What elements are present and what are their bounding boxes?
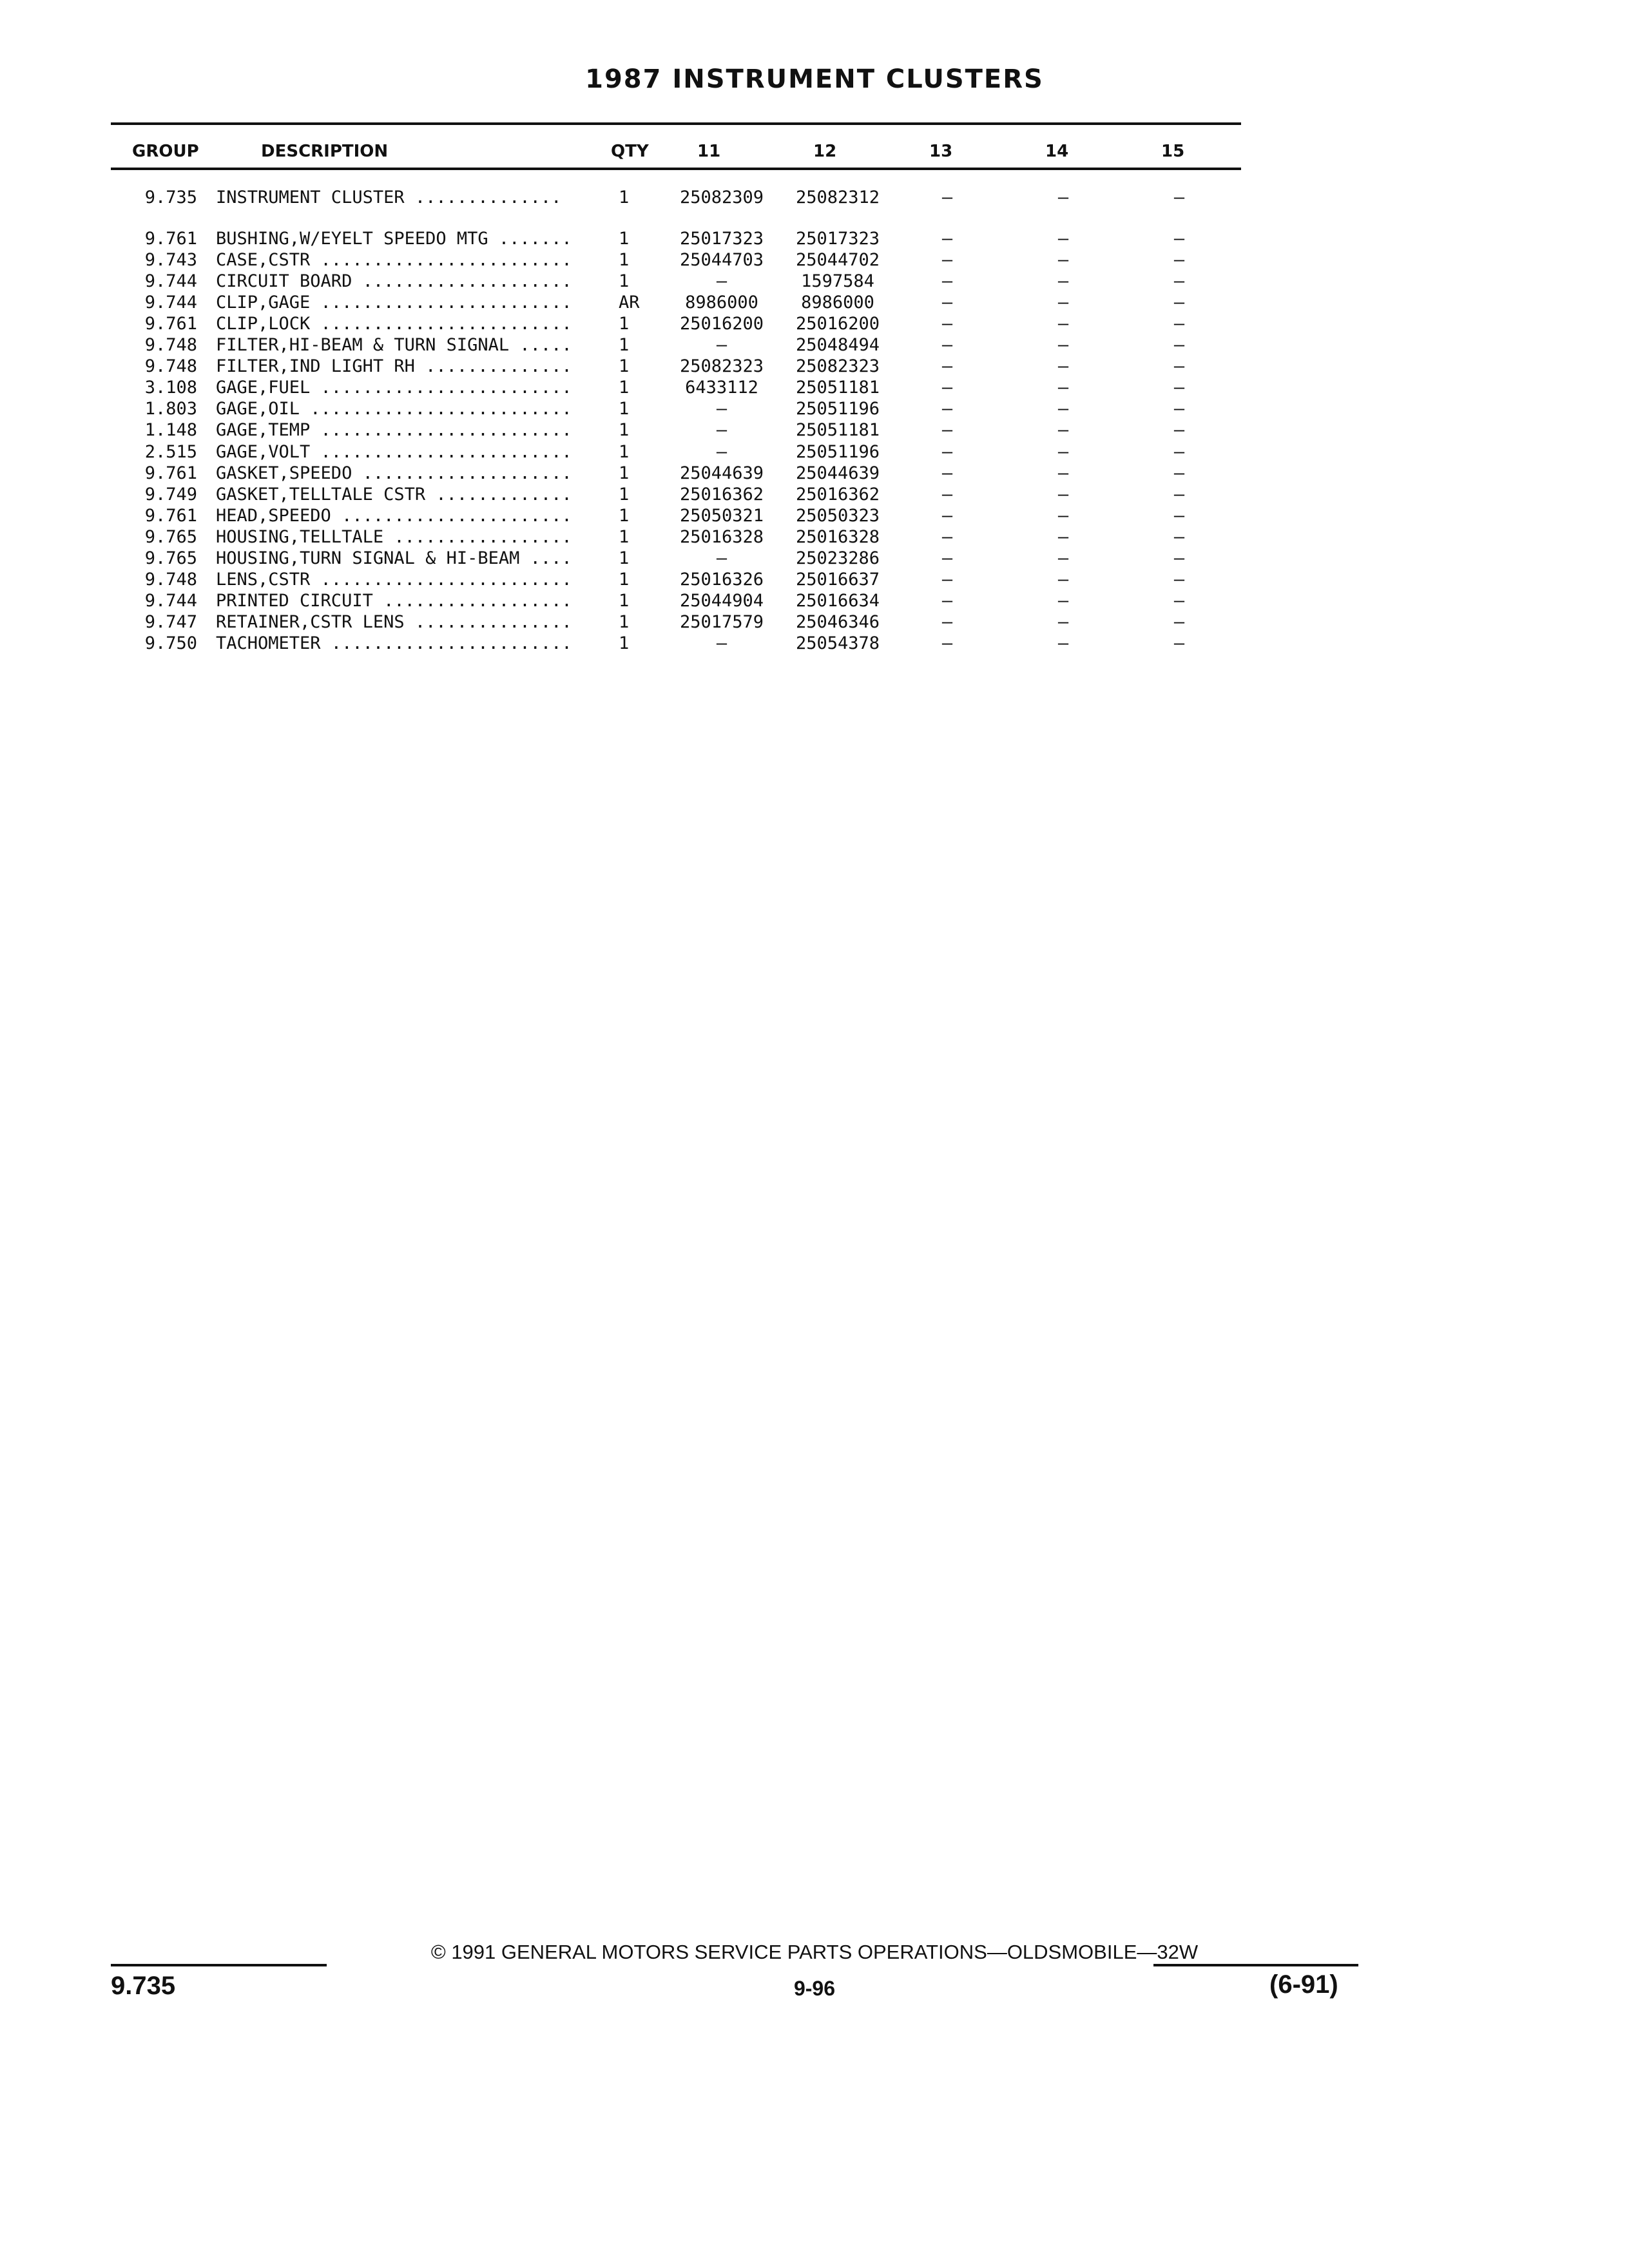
col-11-cell: 25082309	[679, 187, 764, 207]
table-row	[0, 292, 1629, 313]
table-row	[0, 271, 1629, 292]
col-14-cell: —	[1057, 314, 1069, 334]
col-13-cell: —	[941, 399, 953, 419]
description-cell: TACHOMETER .......................	[216, 633, 572, 653]
header-bottom-rule	[111, 168, 1241, 170]
col-13-cell: —	[941, 591, 953, 611]
col-12-cell: 25051181	[795, 420, 880, 440]
col-12-cell: 25082323	[795, 356, 880, 376]
col-13-cell: —	[941, 356, 953, 376]
col-15-cell: —	[1173, 612, 1185, 632]
col-11-cell: 6433112	[685, 378, 758, 398]
qty-cell: 1	[619, 442, 630, 462]
col-13-cell: —	[941, 548, 953, 568]
description-cell: CLIP,GAGE ........................	[216, 293, 572, 312]
col-13-cell: —	[941, 250, 953, 270]
table-row	[0, 228, 1629, 249]
qty-cell: 1	[619, 356, 630, 376]
group-cell: 9.747	[144, 612, 197, 632]
col-11-cell: —	[716, 271, 728, 291]
qty-cell: 1	[619, 335, 630, 355]
col-11-cell: 25044703	[679, 250, 764, 270]
col-12-cell: 25023286	[795, 548, 880, 568]
col-12-cell: 25048494	[795, 335, 880, 355]
col-14-cell: —	[1057, 378, 1069, 398]
table-row	[0, 590, 1629, 611]
group-cell: 9.761	[144, 463, 197, 483]
table-row	[0, 441, 1629, 463]
qty-cell: 1	[619, 271, 630, 291]
table-row	[0, 398, 1629, 419]
group-cell: 3.108	[144, 378, 197, 398]
col-14-cell: —	[1057, 187, 1069, 207]
col-15-cell: —	[1173, 591, 1185, 611]
col-13-cell: —	[941, 314, 953, 334]
col-14-cell: —	[1057, 335, 1069, 355]
col-13-cell: —	[941, 420, 953, 440]
qty-cell: AR	[619, 293, 640, 312]
col-11-cell: —	[716, 420, 728, 440]
table-row	[0, 633, 1629, 654]
col-11-cell: —	[716, 548, 728, 568]
description-cell: GAGE,OIL .........................	[216, 399, 572, 419]
group-cell: 9.744	[144, 591, 197, 611]
col-13-cell: —	[941, 335, 953, 355]
col-13-cell: —	[941, 527, 953, 547]
description-cell: BUSHING,W/EYELT SPEEDO MTG .......	[216, 229, 572, 249]
group-cell: 9.748	[144, 356, 197, 376]
group-cell: 9.765	[144, 548, 197, 568]
table-row	[0, 187, 1629, 208]
col-13-cell: —	[941, 612, 953, 632]
qty-cell: 1	[619, 250, 630, 270]
table-row	[0, 313, 1629, 334]
description-cell: GASKET,SPEEDO ....................	[216, 463, 572, 483]
col-13-cell: —	[941, 442, 953, 462]
description-cell: GAGE,VOLT ........................	[216, 442, 572, 462]
group-cell: 9.761	[144, 314, 197, 334]
description-cell: FILTER,HI-BEAM & TURN SIGNAL .....	[216, 335, 572, 355]
group-cell: 9.765	[144, 527, 197, 547]
column-header-11: 11	[697, 142, 721, 161]
col-12-cell: 25051196	[795, 442, 880, 462]
col-12-cell: 25016634	[795, 591, 880, 611]
col-13-cell: —	[941, 229, 953, 249]
col-15-cell: —	[1173, 548, 1185, 568]
table-row	[0, 569, 1629, 590]
col-13-cell: —	[941, 463, 953, 483]
col-13-cell: —	[941, 633, 953, 653]
col-15-cell: —	[1173, 229, 1185, 249]
col-11-cell: 25044639	[679, 463, 764, 483]
description-cell: HEAD,SPEEDO ......................	[216, 506, 572, 526]
col-12-cell: 25082312	[795, 187, 880, 207]
table-row	[0, 505, 1629, 526]
footer-page-number: 9-96	[793, 1977, 836, 2000]
footer-copyright: © 1991 GENERAL MOTORS SERVICE PARTS OPERATIONS—OLDSMOBILE—32W	[430, 1941, 1199, 1963]
col-14-cell: —	[1057, 442, 1069, 462]
col-12-cell: 25051181	[795, 378, 880, 398]
col-11-cell: 25017323	[679, 229, 764, 249]
group-cell: 9.743	[144, 250, 197, 270]
description-cell: CIRCUIT BOARD ....................	[216, 271, 572, 291]
col-12-cell: 25044639	[795, 463, 880, 483]
col-15-cell: —	[1173, 356, 1185, 376]
qty-cell: 1	[619, 229, 630, 249]
col-14-cell: —	[1057, 229, 1069, 249]
qty-cell: 1	[619, 570, 630, 590]
table-row	[0, 356, 1629, 377]
col-11-cell: —	[716, 633, 728, 653]
page-title: 1987 INSTRUMENT CLUSTERS	[585, 64, 1044, 94]
group-cell: 9.761	[144, 506, 197, 526]
qty-cell: 1	[619, 378, 630, 398]
qty-cell: 1	[619, 399, 630, 419]
col-12-cell: 25044702	[795, 250, 880, 270]
qty-cell: 1	[619, 485, 630, 505]
col-11-cell: 25017579	[679, 612, 764, 632]
col-11-cell: —	[716, 335, 728, 355]
description-cell: GAGE,TEMP ........................	[216, 420, 572, 440]
col-15-cell: —	[1173, 570, 1185, 590]
column-header-group: GROUP	[132, 142, 199, 161]
col-12-cell: 25016362	[795, 485, 880, 505]
col-15-cell: —	[1173, 506, 1185, 526]
table-row	[0, 484, 1629, 505]
col-15-cell: —	[1173, 314, 1185, 334]
col-12-cell: 25054378	[795, 633, 880, 653]
qty-cell: 1	[619, 633, 630, 653]
col-15-cell: —	[1173, 527, 1185, 547]
description-cell: HOUSING,TELLTALE .................	[216, 527, 572, 547]
col-11-cell: 25016200	[679, 314, 764, 334]
col-14-cell: —	[1057, 250, 1069, 270]
column-header-14: 14	[1045, 142, 1069, 161]
col-15-cell: —	[1173, 633, 1185, 653]
col-11-cell: 25016362	[679, 485, 764, 505]
col-14-cell: —	[1057, 356, 1069, 376]
qty-cell: 1	[619, 591, 630, 611]
col-11-cell: —	[716, 442, 728, 462]
col-14-cell: —	[1057, 612, 1069, 632]
description-cell: INSTRUMENT CLUSTER ..............	[216, 187, 562, 207]
col-14-cell: —	[1057, 420, 1069, 440]
col-14-cell: —	[1057, 399, 1069, 419]
group-cell: 9.748	[144, 570, 197, 590]
col-12-cell: 25016328	[795, 527, 880, 547]
col-14-cell: —	[1057, 548, 1069, 568]
col-12-cell: 8986000	[801, 293, 874, 312]
col-13-cell: —	[941, 271, 953, 291]
qty-cell: 1	[619, 527, 630, 547]
table-row	[0, 249, 1629, 271]
col-15-cell: —	[1173, 463, 1185, 483]
table-row	[0, 611, 1629, 633]
qty-cell: 1	[619, 187, 630, 207]
col-15-cell: —	[1173, 250, 1185, 270]
description-cell: PRINTED CIRCUIT ..................	[216, 591, 572, 611]
col-15-cell: —	[1173, 420, 1185, 440]
col-14-cell: —	[1057, 633, 1069, 653]
col-13-cell: —	[941, 293, 953, 312]
col-12-cell: 25016200	[795, 314, 880, 334]
header-top-rule	[111, 122, 1241, 125]
table-row	[0, 334, 1629, 356]
col-14-cell: —	[1057, 271, 1069, 291]
table-row	[0, 419, 1629, 441]
column-header-15: 15	[1161, 142, 1185, 161]
col-15-cell: —	[1173, 335, 1185, 355]
col-14-cell: —	[1057, 485, 1069, 505]
col-15-cell: —	[1173, 378, 1185, 398]
table-row	[0, 377, 1629, 398]
col-12-cell: 25050323	[795, 506, 880, 526]
col-13-cell: —	[941, 187, 953, 207]
col-15-cell: —	[1173, 442, 1185, 462]
qty-cell: 1	[619, 506, 630, 526]
col-13-cell: —	[941, 570, 953, 590]
description-cell: CLIP,LOCK ........................	[216, 314, 572, 334]
description-cell: RETAINER,CSTR LENS ...............	[216, 612, 572, 632]
col-11-cell: 25016326	[679, 570, 764, 590]
group-cell: 9.750	[144, 633, 197, 653]
qty-cell: 1	[619, 314, 630, 334]
col-14-cell: —	[1057, 506, 1069, 526]
group-cell: 1.148	[144, 420, 197, 440]
column-header-12: 12	[813, 142, 837, 161]
col-13-cell: —	[941, 485, 953, 505]
col-12-cell: 25046346	[795, 612, 880, 632]
group-cell: 1.803	[144, 399, 197, 419]
col-11-cell: 25050321	[679, 506, 764, 526]
col-15-cell: —	[1173, 293, 1185, 312]
col-11-cell: —	[716, 399, 728, 419]
col-12-cell: 25051196	[795, 399, 880, 419]
group-cell: 9.748	[144, 335, 197, 355]
group-cell: 9.735	[144, 187, 197, 207]
group-cell: 2.515	[144, 442, 197, 462]
col-14-cell: —	[1057, 293, 1069, 312]
group-cell: 9.761	[144, 229, 197, 249]
col-11-cell: 25082323	[679, 356, 764, 376]
col-13-cell: —	[941, 506, 953, 526]
col-13-cell: —	[941, 378, 953, 398]
qty-cell: 1	[619, 548, 630, 568]
description-cell: FILTER,IND LIGHT RH ..............	[216, 356, 572, 376]
col-11-cell: 25016328	[679, 527, 764, 547]
description-cell: HOUSING,TURN SIGNAL & HI-BEAM ....	[216, 548, 572, 568]
footer-revision-date: (6-91)	[1269, 1970, 1338, 1999]
col-14-cell: —	[1057, 527, 1069, 547]
description-cell: LENS,CSTR ........................	[216, 570, 572, 590]
table-row	[0, 526, 1629, 548]
column-header-qty: QTY	[611, 142, 649, 161]
column-header-description: DESCRIPTION	[261, 142, 389, 161]
col-12-cell: 25016637	[795, 570, 880, 590]
description-cell: GASKET,TELLTALE CSTR .............	[216, 485, 572, 505]
footer-rule-right	[1153, 1964, 1358, 1966]
footer-rule-left	[111, 1964, 327, 1966]
col-15-cell: —	[1173, 187, 1185, 207]
col-14-cell: —	[1057, 591, 1069, 611]
qty-cell: 1	[619, 420, 630, 440]
table-row	[0, 548, 1629, 569]
group-cell: 9.744	[144, 271, 197, 291]
col-12-cell: 25017323	[795, 229, 880, 249]
qty-cell: 1	[619, 463, 630, 483]
col-14-cell: —	[1057, 570, 1069, 590]
group-cell: 9.749	[144, 485, 197, 505]
group-cell: 9.744	[144, 293, 197, 312]
col-11-cell: 8986000	[685, 293, 758, 312]
col-15-cell: —	[1173, 485, 1185, 505]
footer-section-number: 9.735	[111, 1972, 176, 2000]
col-15-cell: —	[1173, 271, 1185, 291]
col-11-cell: 25044904	[679, 591, 764, 611]
column-header-13: 13	[929, 142, 953, 161]
qty-cell: 1	[619, 612, 630, 632]
description-cell: CASE,CSTR ........................	[216, 250, 572, 270]
col-15-cell: —	[1173, 399, 1185, 419]
col-12-cell: 1597584	[801, 271, 874, 291]
table-row	[0, 463, 1629, 484]
description-cell: GAGE,FUEL ........................	[216, 378, 572, 398]
col-14-cell: —	[1057, 463, 1069, 483]
